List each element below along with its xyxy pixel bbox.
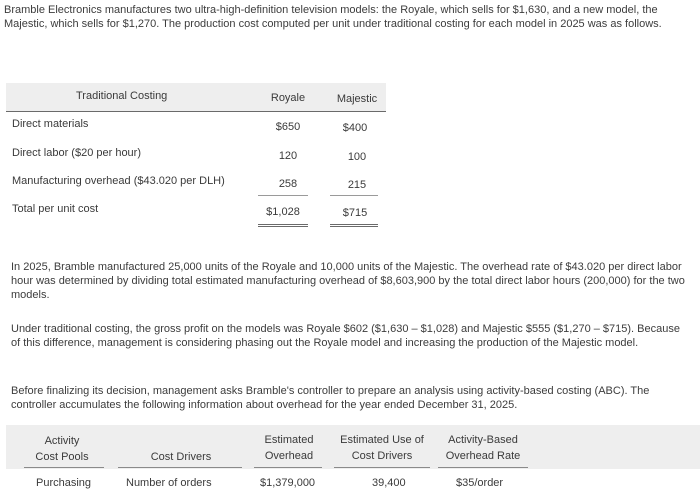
- abc-header-use-line1: Estimated Use of: [340, 434, 424, 446]
- royale-subtotal-rule: [258, 195, 308, 196]
- abc-rule-est: [254, 467, 322, 468]
- row-majestic-direct-labor: 100: [347, 151, 367, 163]
- paragraph-gross-profit: Under traditional costing, the gross profit on the models was Royale $602 ($1,630 – $1,028) and Majestic $555 ($1,270 – $715). Because of this difference, management is considering phasing out the Royale model and increasing the production of the Majestic model.: [11, 323, 680, 349]
- majestic-total-rule-1: [330, 224, 378, 225]
- row-royale-direct-labor: 120: [278, 150, 298, 162]
- abc-header-rate-line1: Activity-Based: [448, 434, 518, 446]
- abc-header-est-line1: Estimated: [264, 434, 314, 446]
- row-royale-direct-materials: $650: [275, 121, 301, 133]
- row-label-total-per-unit-cost: Total per unit cost: [12, 203, 99, 215]
- row-royale-total: $1,028: [266, 206, 300, 218]
- row-label-direct-labor: Direct labor ($20 per hour): [12, 147, 142, 159]
- table-header-royale: Royale: [270, 92, 306, 104]
- abc-header-pool-line2: Cost Pools: [35, 451, 89, 463]
- paragraph-production: In 2025, Bramble manufactured 25,000 units of the Royale and 10,000 units of the Majestic. The overhead rate of $43.020 per direct labor hour was determined by dividing total estimated manufacturing overhead of $8,603,900 by the total direct labor hours (200,000) for the two models.: [11, 261, 685, 301]
- abc-rule-drivers: [118, 467, 242, 468]
- table-header-majestic: Majestic: [336, 93, 378, 105]
- abc-row-use: 39,400: [372, 477, 406, 489]
- abc-rule-pool: [24, 467, 104, 468]
- abc-row-overhead: $1,379,000: [260, 477, 316, 489]
- royale-total-rule-1: [258, 224, 308, 225]
- row-label-direct-materials: Direct materials: [12, 118, 89, 130]
- majestic-total-rule-2: [330, 226, 378, 227]
- intro-paragraph: Bramble Electronics manufactures two ultra-high-definition television models: the Royale, which sells for $1,630, and a new model, the Majestic, which sells for $1,270. The production cost computed per unit under traditional costing for each model in 2025 was as follows.: [4, 4, 662, 30]
- royale-total-rule-2: [258, 226, 308, 227]
- abc-header-est-line2: Overhead: [264, 450, 314, 462]
- row-majestic-total: $715: [342, 207, 368, 219]
- row-label-manufacturing-overhead: Manufacturing overhead ($43.020 per DLH): [12, 175, 225, 187]
- abc-header-pool-line1: Activity: [44, 435, 80, 447]
- abc-header-use-line2: Cost Drivers: [351, 450, 413, 462]
- abc-row-driver: Number of orders: [126, 477, 212, 489]
- paragraph-abc-intro: Before finalizing its decision, management asks Bramble's controller to prepare an analysis using activity-based costing (ABC). The controller accumulates the following information about overhead for the year ended December 31, 2025.: [11, 385, 650, 411]
- row-majestic-manufacturing-overhead: 215: [347, 179, 367, 191]
- row-royale-manufacturing-overhead: 258: [278, 178, 298, 190]
- abc-header-rate-line2: Overhead Rate: [445, 450, 521, 462]
- majestic-subtotal-rule: [330, 195, 378, 196]
- table-header-rule: [6, 111, 386, 112]
- abc-row-pool: Purchasing: [36, 477, 92, 489]
- abc-row-rate: $35/order: [456, 477, 504, 489]
- abc-rule-use: [334, 467, 430, 468]
- abc-rule-rate: [438, 467, 528, 468]
- table-header-label: Traditional Costing: [76, 90, 168, 102]
- abc-header-drivers: Cost Drivers: [150, 451, 212, 463]
- row-majestic-direct-materials: $400: [342, 122, 368, 134]
